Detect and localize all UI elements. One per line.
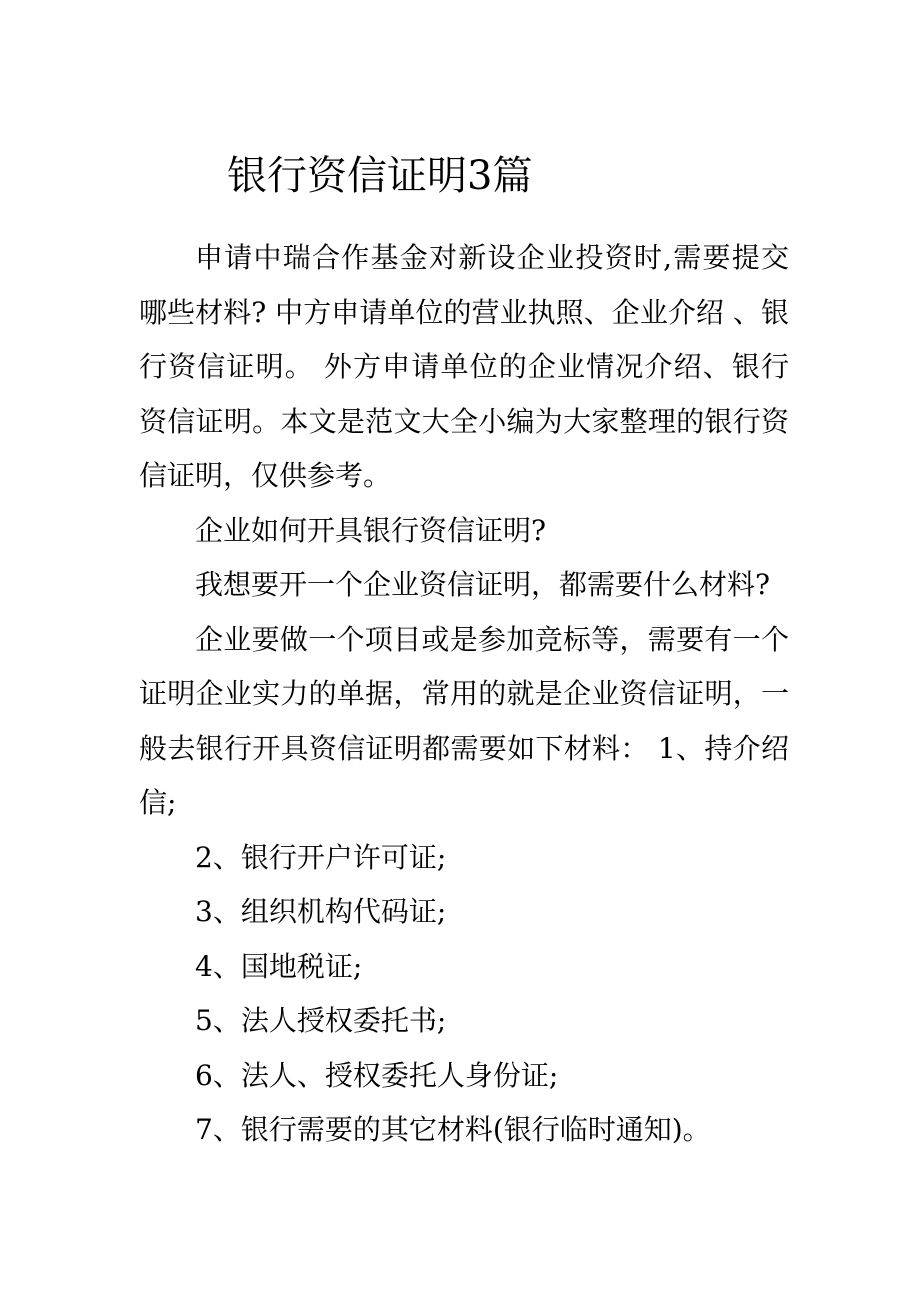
document-body xyxy=(139,231,789,1158)
document-title: 银行资信证明3篇 xyxy=(227,153,533,199)
list-item: 4、国地税证; xyxy=(195,949,363,983)
list-item: 3、组织机构代码证; xyxy=(195,895,447,928)
intro-paragraph: 申请中瑞合作基金对新设企业投资时,需要提交哪些材料? 中方申请单位的营业执照、企业介绍 、银行资信证明。 外方申请单位的企业情况介绍、银行资信证明。本文是范文大全小编为大家整理的银行资信证明，仅供参考。 xyxy=(139,241,789,492)
list-item: 6、法人、授权委托人身份证; xyxy=(195,1058,559,1092)
list-item: 7、银行需要的其它材料(银行临时通知)。 xyxy=(195,1113,711,1146)
answer-paragraph: 企业要做一个项目或是参加竞标等，需要有一个证明企业实力的单据，常用的就是企业资信证明，一般去银行开具资信证明都需要如下材料： 1、持介绍信; xyxy=(139,622,789,819)
question-paragraph-2: 我想要开一个企业资信证明，都需要什么材料? xyxy=(195,568,771,601)
list-item: 2、银行开户许可证; xyxy=(195,840,447,874)
list-item: 5、法人授权委托书; xyxy=(195,1004,447,1037)
question-paragraph-1: 企业如何开具银行资信证明? xyxy=(195,513,547,547)
